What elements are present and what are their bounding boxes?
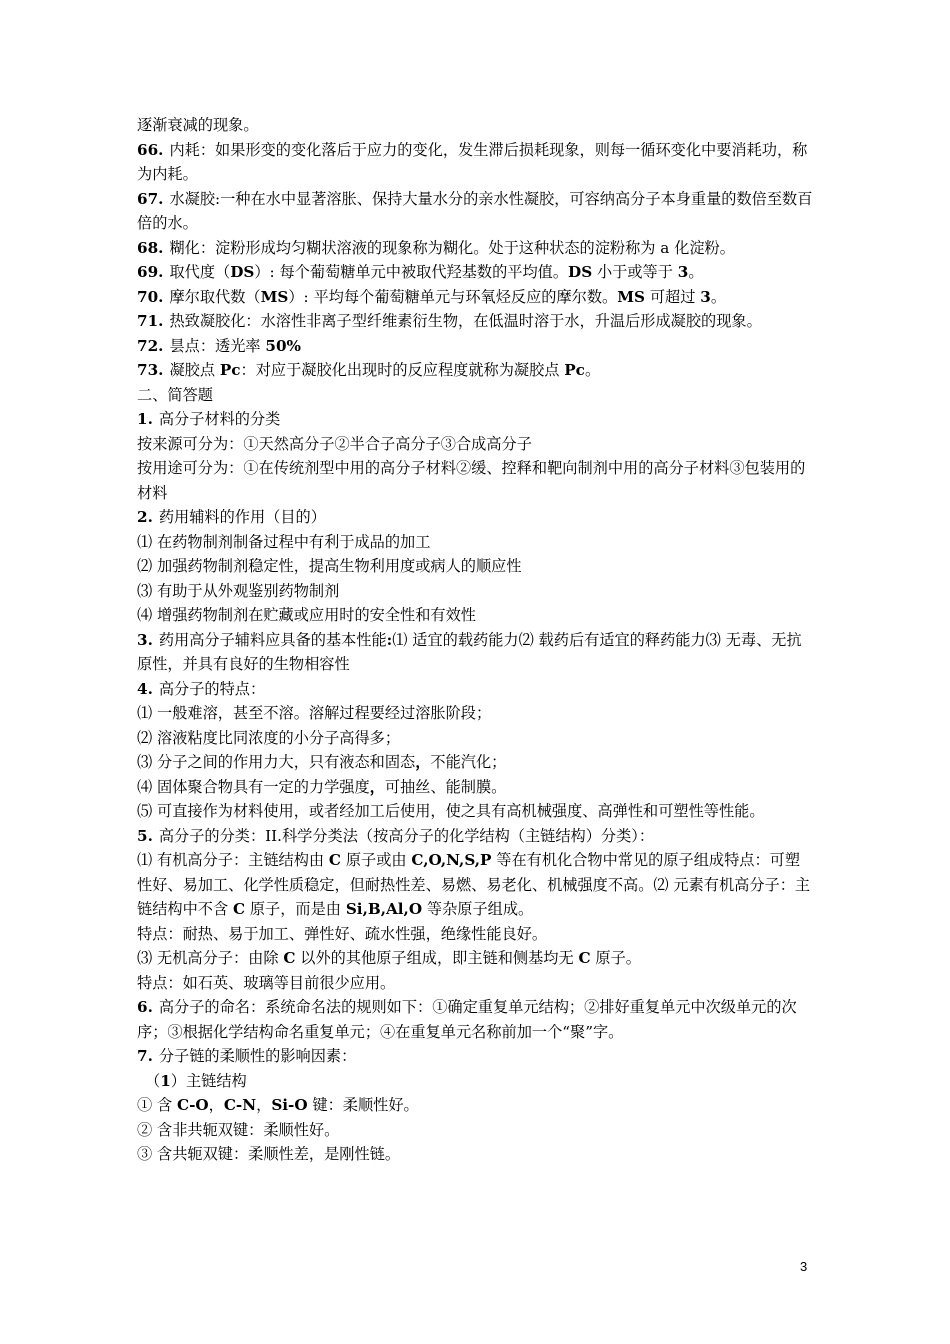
list-item [137,1118,813,1143]
paragraph [137,432,813,457]
text: ⑶ 无机高分子：由除 [137,949,284,967]
text: 不能汽化； [430,753,507,771]
item-number: 73. [137,361,164,379]
paragraph [137,456,813,505]
text: 特点：如石英、玻璃等目前很少应用。 [137,973,396,992]
text: ）主链结构 [170,1071,247,1090]
text: ③ 含共轭双键：柔顺性差，是刚性链。 [137,1145,401,1163]
item-number: 71. [137,312,164,330]
text: （ [145,1071,161,1090]
item-number: 66. [137,140,164,159]
text: 取代度（ [169,263,231,281]
list-item [137,554,813,579]
text: ⑴ 一般难溶，甚至不溶。溶解过程要经过溶胀阶段； [137,704,492,722]
text: 高分子材料的分类 [158,410,281,428]
text: 可超过 [645,287,701,306]
list-item [137,848,813,922]
list-item [137,603,813,628]
text: 热致凝胶化：水溶性非离子型纤维素衍生物，在低温时溶于水，升温后形成凝胶的现象。 [169,312,762,330]
bold-text: MS [260,287,289,306]
text: 特点：耐热、易于加工、弹性好、疏水性强，绝缘性能良好。 [137,924,548,943]
text: 原子或由 [341,851,412,869]
text: ， [208,1096,224,1114]
text: 摩尔取代数（ [169,287,261,306]
text: ）: 每个葡萄糖单元中被取代羟基数的平均值。 [254,263,569,281]
text: 药用辅料的作用（目的） [158,508,326,526]
text: ② 含非共轭双键：柔顺性好。 [137,1120,340,1139]
item-number: 5. [137,826,153,845]
text: ⑶ 分子之间的作用力大，只有液态和固态 [137,753,416,771]
item-number: 2. [137,508,153,526]
text: ：对应于凝胶化出现时的反应程度就称为凝胶点 [240,361,565,379]
text: ， [256,1096,272,1114]
list-item [137,701,813,726]
text: 。 [584,361,601,379]
text: 药用高分子辅料应具备的基本性能 [158,630,387,649]
bold-text: 50% [265,336,301,355]
text: ⑷ 增强药物制剂在贮藏或应用时的安全性和有效性 [137,606,476,624]
bold-text: ， [415,753,431,771]
text: 内耗：如果形变的变化落后于应力的变化，发生滞后损耗现象，则每一循环变化中要消耗功，称为内耗。 [137,140,808,183]
text: ⑸ 可直接作为材料使用，或者经加工后使用，使之具有高机械强度、高弹性和可塑性等性能。 [137,802,765,820]
list-item [137,946,813,971]
subheading [137,1069,813,1094]
definition-73 [137,358,813,383]
bold-text: C [232,900,246,918]
bold-text: : [386,630,393,649]
item-number: 69. [137,263,164,281]
section-heading [137,383,813,408]
text: ① 含 [137,1096,178,1114]
list-item [137,1093,813,1118]
item-number: 70. [137,287,164,306]
question-6 [137,995,813,1044]
text: 糊化：淀粉形成均匀糊状溶液的现象称为糊化。处于这种状态的淀粉称为 a 化淀粉。 [169,238,735,257]
item-number: 4. [137,679,153,698]
question-2-title [137,505,813,530]
bold-text: C [328,851,341,869]
definition-67 [137,187,813,236]
text: 等在有机化合物中常见的原子组成特点：可塑性好、易加工、化学性质稳定，但耐热性差、易燃、易老化、机械强度不高。⑵ 元素有机高分子：主链结构中不含 [137,851,811,918]
text: 。 [688,263,704,281]
text: 原子，而是由 [245,900,346,918]
page-number: 3 [800,1259,808,1274]
bold-text: Si-O [271,1096,308,1114]
question-4-title [137,677,813,702]
text: 分子链的柔顺性的影响因素： [158,1047,357,1065]
definition-72 [137,334,813,359]
bold-text: C-O [177,1096,209,1114]
text: 按用途可分为：①在传统剂型中用的高分子材料②缓、控释和靶向制剂中用的高分子材料③包装用的材料 [137,459,806,502]
item-number: 68. [137,238,164,257]
question-1-title [137,407,813,432]
text: ⑴ 有机高分子：主链结构由 [137,851,329,869]
question-3 [137,628,813,677]
text: 高分子的命名：系统命名法的规则如下：①确定重复单元结构；②排好重复单元中次级单元的次序；③根据化学结构命名重复单元；④在重复单元名称前加一个“聚”字。 [137,998,797,1041]
text: 小于或等于 [592,263,678,281]
text: ⑴ 在药物制剂制备过程中有利于成品的加工 [137,532,431,551]
text: 高分子的特点： [158,679,266,698]
item-number: 6. [137,998,153,1016]
bold-text: MS [617,287,646,306]
text: 键：柔顺性好。 [307,1096,419,1114]
item-number: 1. [137,410,153,428]
bold-text: DS [568,263,593,281]
text: 原子。 [590,949,641,967]
page-body [137,113,813,1167]
text: 水凝胶:一种在水中显著溶胀、保持大量水分的亲水性凝胶，可容纳高分子本身重量的数倍至数百倍的水。 [137,189,813,232]
paragraph [137,113,813,138]
text: ⑵ 加强药物制剂稳定性，提高生物利用度或病人的顺应性 [137,557,522,575]
bold-text: ， [369,777,385,796]
question-5-title [137,824,813,849]
list-item [137,750,813,775]
definition-71 [137,309,813,334]
paragraph [137,971,813,996]
definition-68 [137,236,813,261]
definition-70 [137,285,813,310]
bold-text: C [283,949,296,967]
list-item [137,726,813,751]
item-number: 72. [137,336,164,355]
text: ⑷ 固体聚合物具有一定的力学强度 [137,777,370,796]
bold-text: 3 [700,287,711,306]
bold-text: C,O,N,S,P [411,851,492,869]
text: ⑵ 溶液粘度比同浓度的小分子高得多； [137,728,401,747]
text: 二、简答题 [137,385,213,404]
bold-text: Pc [219,361,241,379]
bold-text: Si,B,Al,O [345,900,423,918]
item-number: 7. [137,1047,153,1065]
definition-69 [137,260,813,285]
item-number: 3. [137,630,153,649]
text: ）: 平均每个葡萄糖单元与环氧烃反应的摩尔数。 [288,287,618,306]
text: 按来源可分为：①天然高分子②半合子高分子③合成高分子 [137,434,532,453]
text: 昙点：透光率 [169,336,266,355]
bold-text: C-N [223,1096,257,1114]
bold-text: 3 [677,263,689,281]
list-item [137,1142,813,1167]
bold-text: Pc [564,361,585,379]
text: 。 [710,287,726,306]
text: 可抽丝、能制膜。 [384,777,507,796]
item-number: 67. [137,189,164,208]
text: 凝胶点 [169,361,220,379]
text: 逐渐衰减的现象。 [137,116,259,134]
text: ⑴ 适宜的载药能力⑵ 载药后有适宜的释药能力⑶ 无毒、无抗原性，并具有良好的生物相容性 [137,630,802,673]
text: ⑶ 有助于从外观鉴别药物制剂 [137,581,340,600]
question-7-title [137,1044,813,1069]
definition-66 [137,138,813,187]
text: 等杂原子组成。 [422,900,534,918]
list-item [137,579,813,604]
bold-text: DS [230,263,255,281]
text: 以外的其他原子组成，即主链和侧基均无 [295,949,579,967]
paragraph [137,922,813,947]
bold-text: 1 [160,1071,171,1090]
list-item [137,775,813,800]
text: 高分子的分类：II.科学分类法（按高分子的化学结构（主链结构）分类）： [158,826,655,845]
bold-text: C [578,949,591,967]
list-item [137,799,813,824]
list-item [137,530,813,555]
